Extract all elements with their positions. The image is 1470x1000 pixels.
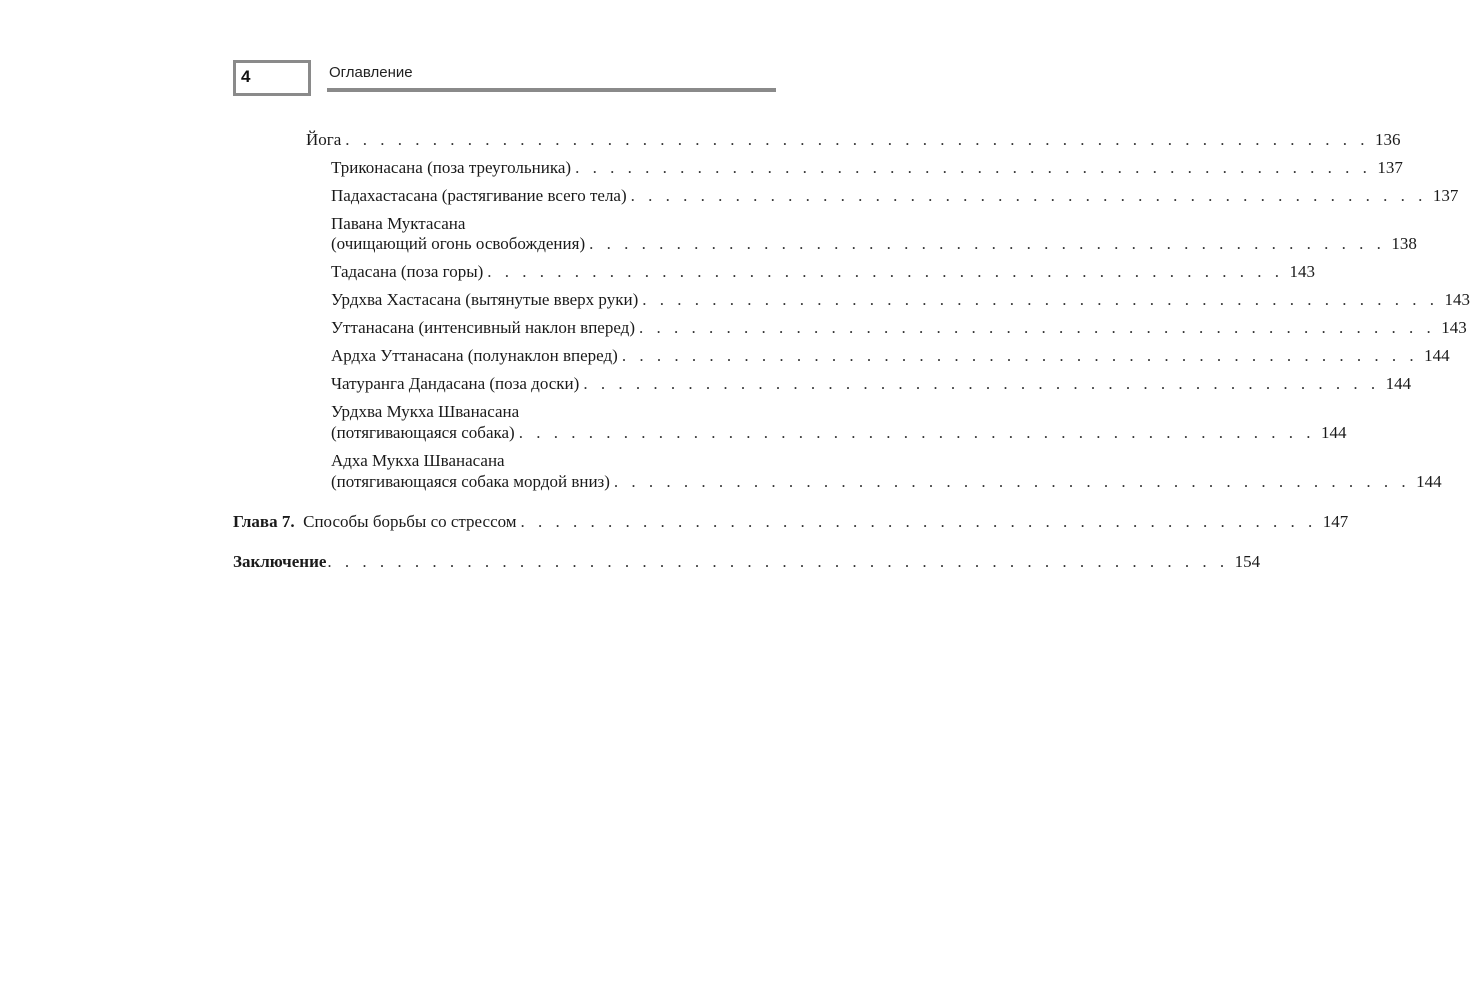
toc-entry-title-line: Адха Мукха Шванасана — [331, 451, 505, 470]
toc-entry-title-line: Урдхва Мукха Шванасана — [331, 402, 520, 421]
toc-entry-yoga[interactable] — [306, 130, 1401, 150]
toc-entry-label: Йога — [306, 130, 342, 149]
dot-leader: . . . . . . . . . . . . . . . . . . . . . . . . . . . . . . . . . . . . . . . . . . . . . . . . . . . . . . . . . . . — [345, 130, 1370, 149]
toc-page-number: 144 — [1385, 374, 1412, 393]
toc-entry[interactable] — [331, 374, 1412, 394]
toc-entry[interactable] — [331, 186, 1459, 206]
toc-entry-label: Падахастасана (растягивание всего тела) — [331, 186, 627, 205]
toc-page-number: 144 — [1320, 423, 1347, 442]
toc-page-number: 144 — [1424, 346, 1450, 365]
dot-leader: . . . . . . . . . . . . . . . . . . . . . . . . . . . . . . . . . . . . . . . . . . . . . . — [589, 234, 1386, 253]
dot-leader: . . . . . . . . . . . . . . . . . . . . . . . . . . . . . . . . . . . . . . . . . . . . . . — [638, 318, 1436, 337]
toc-chapter-heading — [233, 512, 517, 532]
toc-page-number: 143 — [1444, 290, 1470, 309]
toc-entry[interactable] — [331, 472, 1442, 492]
toc-entry[interactable] — [331, 158, 1403, 178]
dot-leader: . . . . . . . . . . . . . . . . . . . . . . . . . . . . . . . . . . . . . . . . . . . . . . — [583, 374, 1380, 393]
toc-page-number: 137 — [1377, 158, 1403, 177]
toc-entry-label: Способы борьбы со стрессом — [303, 512, 517, 531]
dot-leader: . . . . . . . . . . . . . . . . . . . . . . . . . . . . . . . . . . . . . . . . . . . . . . — [621, 346, 1419, 365]
toc-entry[interactable] — [331, 262, 1316, 282]
toc-entry-label: Урдхва Хастасана (вытянутые вверх руки) — [331, 290, 639, 309]
toc-page-number: 144 — [1416, 472, 1442, 491]
toc-entry-label: (потягивающаяся собака мордой вниз) — [331, 472, 610, 491]
toc-entry-label: Триконасана (поза треугольника) — [331, 158, 572, 177]
toc-page-number: 138 — [1391, 234, 1417, 253]
toc-page-number: 154 — [1234, 552, 1261, 571]
toc-entry-label: Тадасана (поза горы) — [331, 262, 484, 281]
toc-entry-chapter-7[interactable] — [233, 512, 1349, 532]
toc-entry-label: Уттанасана (интенсивный наклон вперед) — [331, 318, 635, 337]
toc-entry[interactable] — [331, 234, 1417, 254]
toc-entry[interactable] — [331, 290, 1470, 310]
dot-leader: . . . . . . . . . . . . . . . . . . . . . . . . . . . . . . . . . . . . . . . . . . . . . . — [630, 186, 1427, 205]
toc-entry[interactable] — [331, 346, 1450, 366]
page-number: 4 — [241, 67, 251, 86]
toc-chapter-heading — [233, 552, 326, 572]
header-rule — [327, 88, 776, 92]
toc-page-number: 136 — [1375, 130, 1401, 149]
page-number-box — [233, 60, 311, 96]
toc-entry-label: (очищающий огонь освобождения) — [331, 234, 586, 253]
toc-page-number: 143 — [1441, 318, 1467, 337]
dot-leader: . . . . . . . . . . . . . . . . . . . . . . . . . . . . . . . . . . . . . . . . . . . . . . — [518, 423, 1315, 442]
dot-leader: . . . . . . . . . . . . . . . . . . . . . . . . . . . . . . . . . . . . . . . . . . . . . . — [642, 290, 1439, 309]
toc-entry[interactable] — [331, 423, 1347, 443]
toc-entry-title-line: Павана Муктасана — [331, 214, 466, 233]
dot-leader: . . . . . . . . . . . . . . . . . . . . . . . . . . . . . . . . . . . . . . . . . . . . . . — [520, 512, 1317, 531]
dot-leader: . . . . . . . . . . . . . . . . . . . . . . . . . . . . . . . . . . . . . . . . . . . . . . — [613, 472, 1411, 491]
toc-entry-label: Ардха Уттанасана (полунаклон вперед) — [331, 346, 618, 365]
toc-entry-conclusion[interactable] — [233, 552, 1261, 572]
toc-entry-label: Заключение — [233, 552, 327, 571]
running-title: Оглавление — [329, 64, 413, 81]
chapter-prefix: Глава 7. — [233, 512, 295, 531]
dot-leader: . . . . . . . . . . . . . . . . . . . . . . . . . . . . . . . . . . . . . . . . . . . . . . . . . . . . — [327, 552, 1229, 571]
dot-leader: . . . . . . . . . . . . . . . . . . . . . . . . . . . . . . . . . . . . . . . . . . . . . . — [575, 158, 1372, 177]
toc-entry[interactable] — [331, 318, 1467, 338]
toc-page-number: 137 — [1432, 186, 1459, 205]
toc-page-number: 143 — [1289, 262, 1316, 281]
toc-entry-label: (потягивающаяся собака) — [331, 423, 515, 442]
dot-leader: . . . . . . . . . . . . . . . . . . . . . . . . . . . . . . . . . . . . . . . . . . . . . . — [487, 262, 1284, 281]
toc-page-number: 147 — [1322, 512, 1349, 531]
toc-entry-label: Чатуранга Дандасана (поза доски) — [331, 374, 580, 393]
